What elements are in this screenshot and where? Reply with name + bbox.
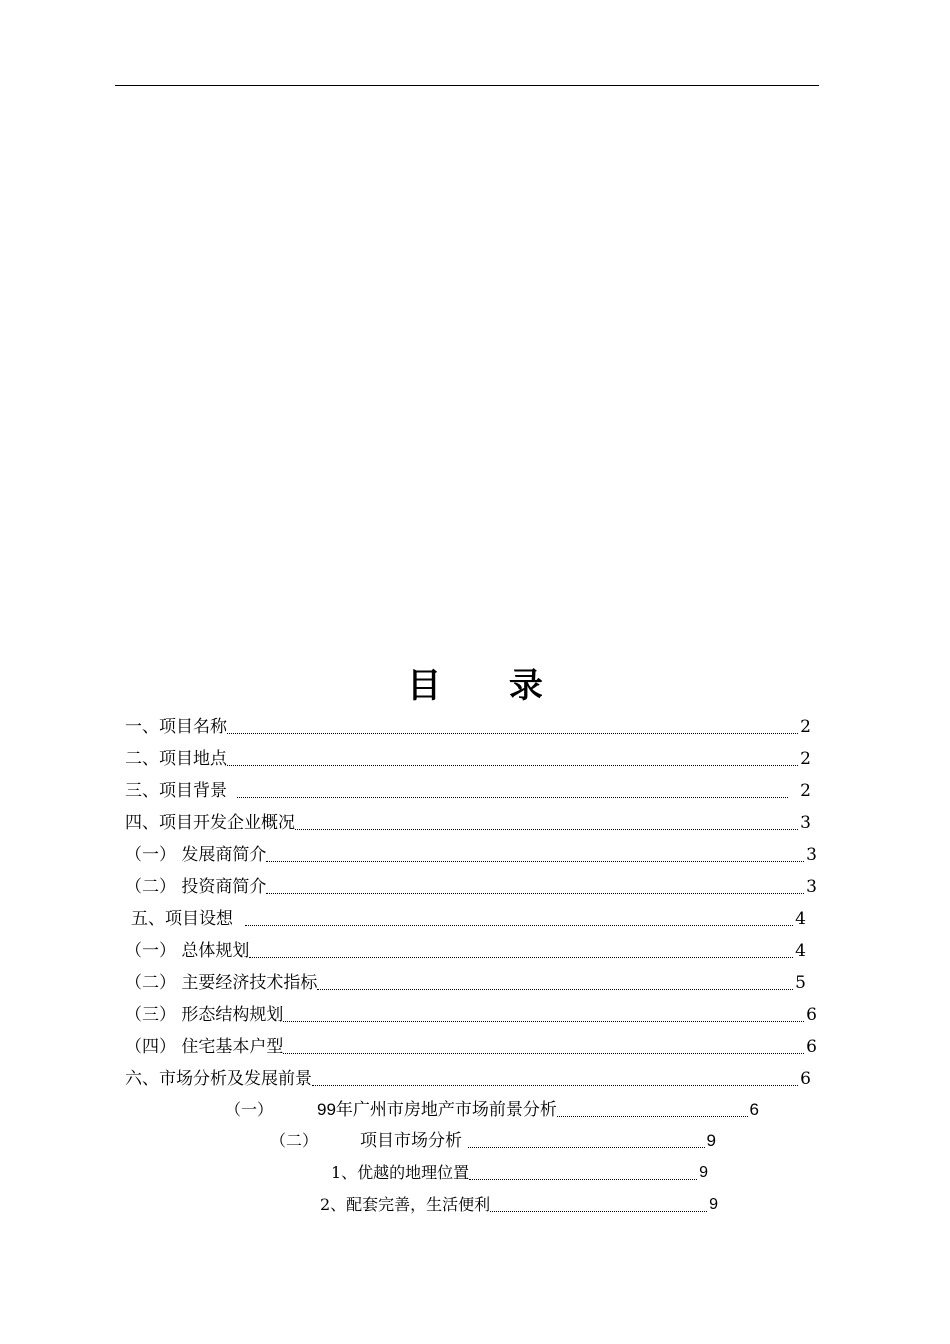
toc-entry-label: 99年广州市房地产市场前景分析 [317,1100,557,1119]
toc-entry[interactable] [125,1002,817,1026]
toc-entry[interactable] [125,842,817,866]
toc-entry-page: 2 [800,749,811,769]
toc-leader [295,828,798,830]
toc-leader [283,1052,804,1054]
toc-leader [312,1084,798,1086]
toc-entry-page: 4 [795,909,806,929]
toc-entry-label: （四） 住宅基本户型 [125,1037,284,1057]
toc-entry-label: 二、项目地点 [125,749,227,769]
toc-entry-label: 一、项目名称 [125,717,227,737]
toc-leader [266,860,804,862]
toc-leader [468,1146,705,1148]
toc-entry-label: 五、项目设想 [131,909,233,929]
toc-entry-label: （一） 总体规划 [125,941,250,961]
toc-entry[interactable] [125,874,817,898]
toc-entry[interactable] [331,1160,708,1184]
toc-entry-prefix: （二） [270,1131,319,1150]
toc-entry-page: 2 [800,781,811,801]
toc-entry-page: 3 [806,845,817,865]
toc-leader [249,956,793,958]
toc-entry-label: 四、项目开发企业概况 [125,813,295,833]
toc-leader [469,1178,697,1180]
toc-title: 目 录 [407,666,571,706]
toc-entry-page: 2 [800,717,811,737]
toc-entry-page: 3 [806,877,817,897]
toc-entry-label: （二） 投资商简介 [125,877,267,897]
toc-leader [266,892,804,894]
toc-entry-page: 6 [806,1037,817,1057]
toc-entry-label: （一） 发展商简介 [125,845,267,865]
header-rule [115,85,819,86]
toc-entry-page: 4 [795,941,806,961]
toc-entry[interactable] [125,714,811,738]
toc-entry-page: 9 [709,1196,718,1213]
toc-entry[interactable] [125,938,806,962]
toc-entry[interactable] [125,1066,811,1090]
toc-entry-label: 六、市场分析及发展前景 [125,1069,312,1089]
toc-entry-page: 6 [749,1100,759,1119]
toc-leader [557,1115,748,1117]
toc-entry-label: 1、优越的地理位置 [331,1163,470,1182]
toc-entry[interactable] [320,1192,718,1216]
toc-leader [317,988,793,990]
toc-entry[interactable] [131,906,806,930]
toc-entry-label: 2、配套完善，生活便利 [320,1195,491,1214]
toc-entry[interactable] [225,1097,759,1121]
toc-entry[interactable] [270,1128,716,1152]
toc-entry-label: （三） 形态结构规划 [125,1005,284,1025]
toc-entry[interactable] [125,810,811,834]
toc-leader [245,924,793,926]
toc-entry-page: 9 [699,1164,708,1181]
toc-entry[interactable] [125,778,811,802]
toc-leader [237,796,788,798]
toc-leader [283,1020,804,1022]
toc-entry[interactable] [125,746,811,770]
toc-entry-page: 9 [706,1131,716,1150]
toc-leader [490,1210,707,1212]
toc-entry-prefix: （一） [225,1100,274,1119]
toc-entry[interactable] [125,970,806,994]
toc-entry-page: 6 [800,1069,811,1089]
toc-entry-label: 项目市场分析 [360,1131,463,1151]
toc-entry-label: （二） 主要经济技术指标 [125,973,318,993]
toc-leader [227,732,798,734]
toc-entry-page: 3 [800,813,811,833]
toc-entry[interactable] [125,1034,817,1058]
toc-entry-label: 三、项目背景 [125,781,227,801]
toc-entry-page: 6 [806,1005,817,1025]
toc-entry-page: 5 [795,973,806,993]
toc-leader [227,764,798,766]
